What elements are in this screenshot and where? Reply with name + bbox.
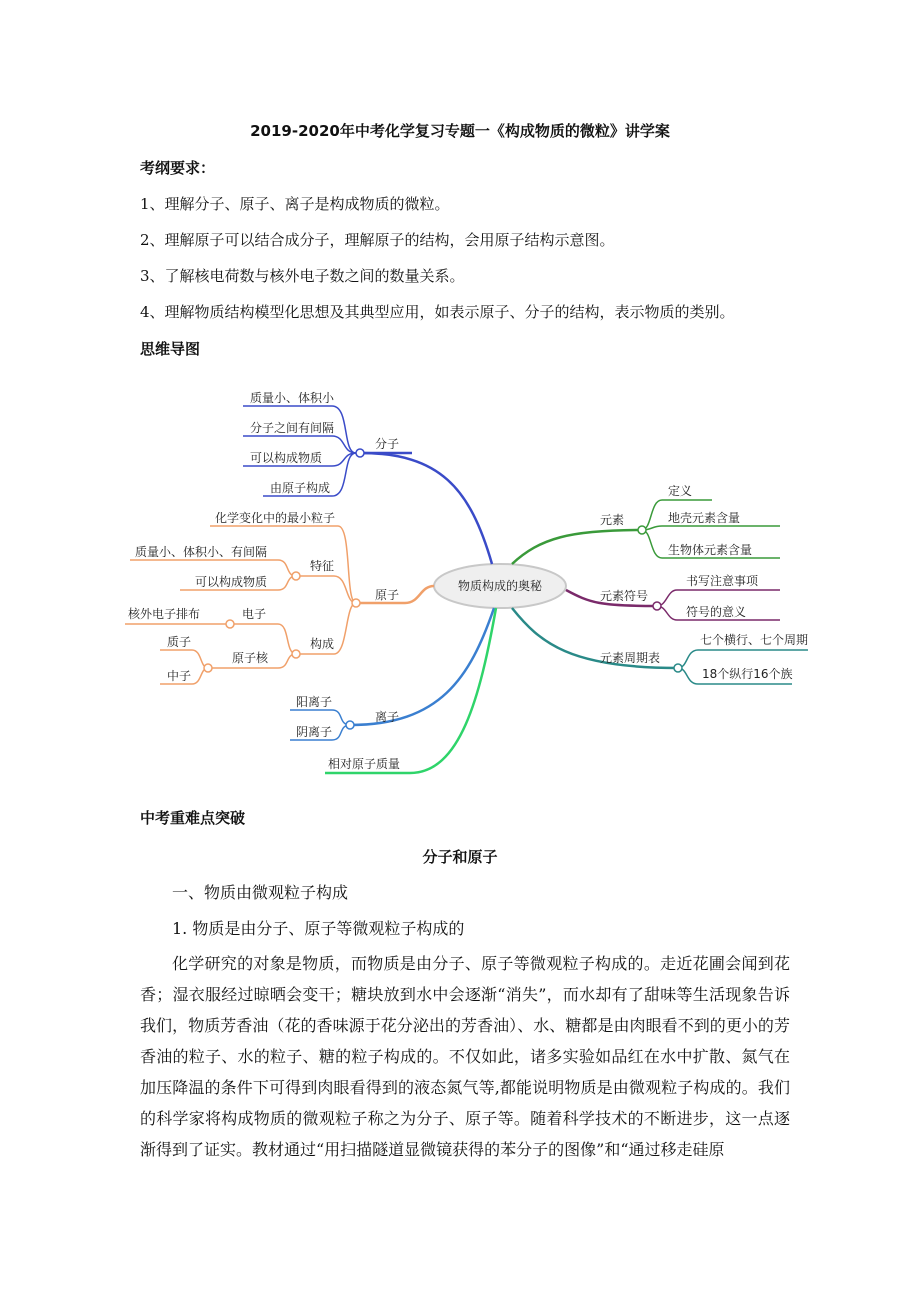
section-level2-heading: 1. 物质是由分子、原子等微观粒子构成的 <box>172 919 465 938</box>
syllabus-item: 4、理解物质结构模型化思想及其典型应用，如表示原子、分子的结构，表示物质的类别。 <box>140 303 735 321</box>
element-child: 地壳元素含量 <box>668 511 741 525</box>
molecule-child: 由原子构成 <box>270 481 331 495</box>
molecule-child: 质量小、体积小 <box>250 391 335 405</box>
element-symbol-child: 书写注意事项 <box>686 574 759 588</box>
ion-label: 离子 <box>375 710 400 724</box>
atom-nucleus-child: 质子 <box>167 635 192 649</box>
body-paragraph: 化学研究的对象是物质，而物质是由分子、原子等微观粒子构成的。走近花圃会闻到花香；湿衣服经过晾晒会变干；糖块放到水中会逐渐“消失”，而水却有了甜味等生活现象告诉我们，物质芳香油（花的香味源于花分泌出的芳香油）、水、糖都是由肉眼看不到的更小的芳香油的粒子、水的粒子、糖的粒子构成的。不仅如此，诸多实验如品红在水中扩散、氮气在加压降温的条件下可得到肉眼看得到的液态氮气等,都能说明物质是由微观粒子构成的。我们的科学家将构成物质的微观粒子称之为分子、原子等。随着科学技术的不断进步，这一点逐渐得到了证实。教材通过“用扫描隧道显微镜获得的苯分子的图像”和“通过移走硅原 <box>140 954 790 1159</box>
element-child: 生物体元素含量 <box>668 543 753 557</box>
branch-molecule <box>360 453 492 564</box>
atom-feature-label: 特征 <box>310 559 335 573</box>
element-label: 元素 <box>600 513 625 527</box>
mindmap-center-label: 物质构成的奥秘 <box>457 579 543 593</box>
branch-element <box>512 530 642 564</box>
ion-child: 阳离子 <box>296 695 333 709</box>
periodic-table-child: 18个纵行16个族 <box>702 667 793 681</box>
element-symbol-child: 符号的意义 <box>686 605 747 619</box>
atom-smallest-particle: 化学变化中的最小粒子 <box>215 511 336 525</box>
syllabus-item: 2、理解原子可以结合成分子，理解原子的结构，会用原子结构示意图。 <box>140 231 615 249</box>
molecule-child: 可以构成物质 <box>250 451 323 465</box>
branch-relative-mass <box>325 608 496 773</box>
section-heading: 中考重难点突破 <box>140 809 246 827</box>
atom-nucleus-label: 原子核 <box>232 651 269 665</box>
atom-electron-label: 电子 <box>242 607 267 621</box>
element-symbol-label: 元素符号 <box>600 589 649 603</box>
atom-electron-child: 核外电子排布 <box>128 607 201 621</box>
section-level1-heading: 一、物质由微观粒子构成 <box>172 883 349 902</box>
mindmap-heading: 思维导图 <box>140 340 201 358</box>
ion-child: 阴离子 <box>296 725 333 739</box>
mind-map <box>120 378 810 788</box>
element-child: 定义 <box>668 484 693 498</box>
molecule-child: 分子之间有间隔 <box>250 421 335 435</box>
periodic-table-child: 七个横行、七个周期 <box>700 633 809 647</box>
relative-mass-label: 相对原子质量 <box>328 757 401 771</box>
atom-structure-label: 构成 <box>310 637 335 651</box>
atom-label: 原子 <box>375 588 400 602</box>
atom-feature-child: 可以构成物质 <box>195 575 268 589</box>
syllabus-item: 1、理解分子、原子、离子是构成物质的微粒。 <box>140 195 450 213</box>
atom-feature-child: 质量小、体积小、有间隔 <box>135 545 268 559</box>
document-title: 2019-2020年中考化学复习专题一《构成物质的微粒》讲学案 <box>250 122 670 140</box>
molecule-label: 分子 <box>375 437 400 451</box>
atom-nucleus-child: 中子 <box>167 669 192 683</box>
section-subtitle: 分子和原子 <box>422 848 498 866</box>
periodic-table-label: 元素周期表 <box>600 651 661 665</box>
syllabus-item: 3、了解核电荷数与核外电子数之间的数量关系。 <box>140 267 465 285</box>
syllabus-heading: 考纲要求： <box>140 159 216 177</box>
